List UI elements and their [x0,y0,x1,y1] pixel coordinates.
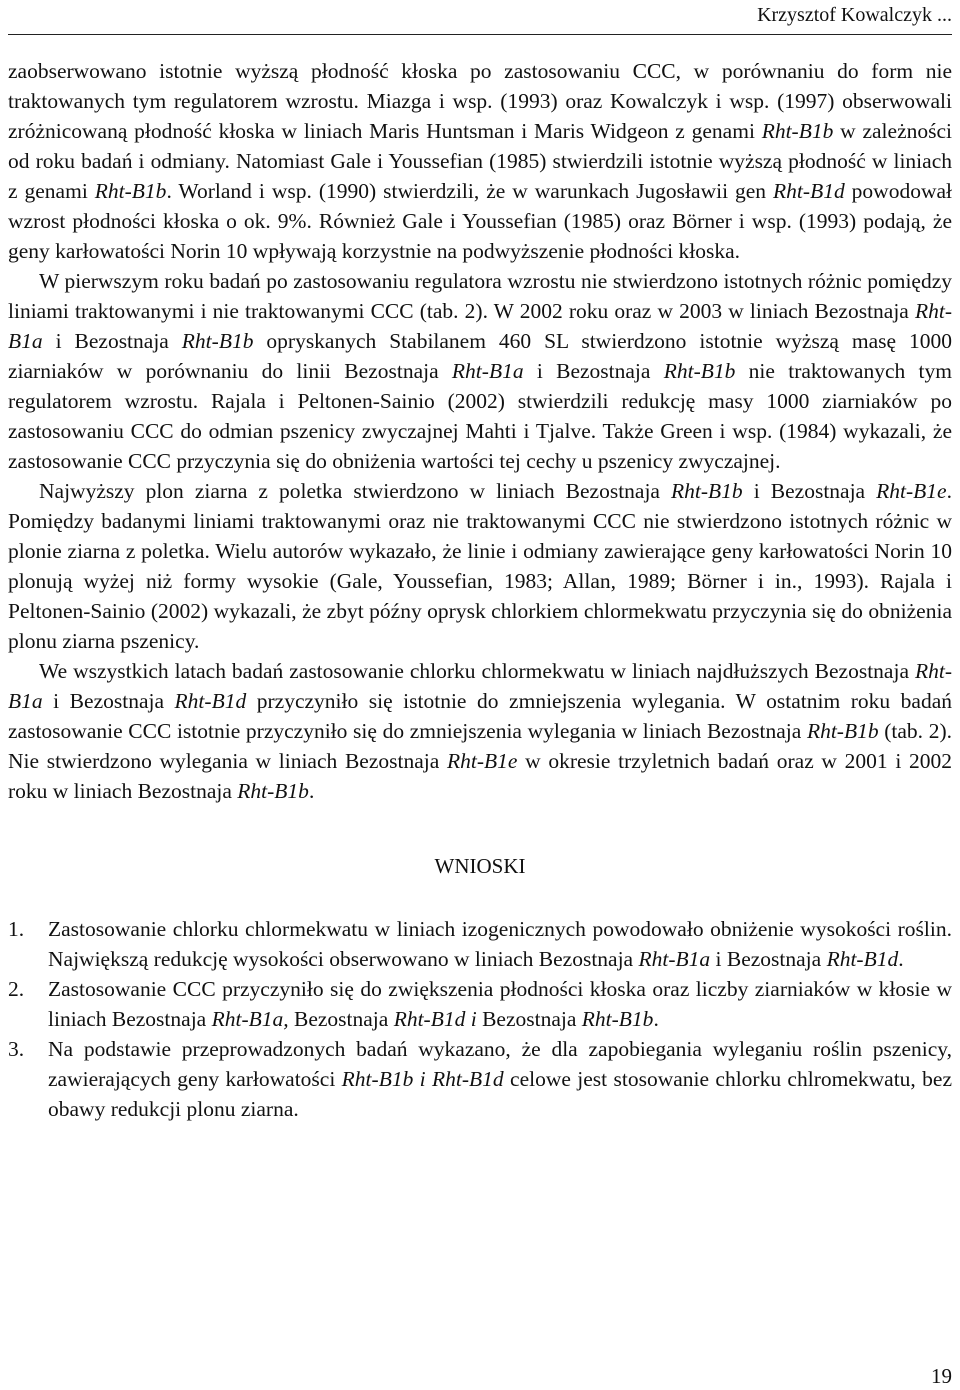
gene-name: Rht-B1b [663,359,736,383]
gene-name: Rht-B1a [638,947,711,971]
section-title: WNIOSKI [434,854,526,878]
gene-name: Rht-B1d [826,947,899,971]
gene-name: Rht-B1e [446,749,518,773]
list-item [8,974,952,1034]
page-number: 19 [931,1364,952,1388]
list-item-text: Zastosowanie CCC przyczyniło się do zwiększenia płodności kłoska oraz liczby ziarniaków w kłosie w liniach Bezostnaja Rht-B1a, Bezostnaja Rht-B1d i Bezostnaja Rht-B1b. [48,977,952,1031]
paragraph: W pierwszym roku badań po zastosowaniu regulatora wzrostu nie stwierdzono istotnych różnic pomiędzy liniami traktowanymi i nie traktowanymi CCC (tab. 2). W 2002 roku oraz w 2003 w liniach Bezostnaja Rht-B1a i Bezostnaja Rht-B1b opryskanych Stabilanem 460 SL stwierdzono istotnie wyższą masę 1000 ziarniaków w porównaniu do linii Bezostnaja Rht-B1a i Bezostnaja Rht-B1b nie traktowanych tym regulatorem wzrostu. Rajala i Peltonen-Sainio (2002) stwierdzili redukcję masy 1000 ziarniaków po zastosowaniu CCC do odmian pszenicy zwyczajnej Mahti i Tjalve. Także Green i wsp. (1984) wykazali, że zastosowanie CCC przyczynia się do obniżenia wartości tej cechy u pszenicy zwyczajnej. [8,269,952,473]
gene-name: Rht-B1b [237,779,309,803]
paragraph: We wszystkich latach badań zastosowanie chlorku chlormekwatu w liniach najdłuższych Bezostnaja Rht-B1a i Bezostnaja Rht-B1d przyczyniło się istotnie do zmniejszenia wylegania. W ostatnim roku badań zastosowanie CCC istotnie przyczyniło się do zmniejszenia wylegania w liniach Bezostnaja Rht-B1b (tab. 2). Nie stwierdzono wylegania w liniach Bezostnaja Rht-B1e w okresie trzyletnich badań oraz w 2001 i 2002 roku w liniach Bezostnaja Rht-B1b. [8,659,952,803]
list-item-number: 3. [8,1037,25,1061]
gene-name: Rht-B1b [671,479,743,503]
list-item-number: 1. [8,917,25,941]
gene-name: Rht-B1a [8,299,952,353]
body-text [8,56,952,1124]
list-item-number: 2. [8,977,25,1001]
running-head: Krzysztof Kowalczyk ... [757,4,952,26]
gene-name: Rht-B1b [181,329,254,353]
gene-name: Rht-B1a [451,359,524,383]
gene-name: Rht-B1b [761,119,834,143]
gene-name: Rht-B1d [174,689,247,713]
gene-name: Rht-B1b [581,1007,654,1031]
list-item [8,914,952,974]
gene-name: Rht-B1b [806,719,879,743]
gene-name: Rht-B1e [876,479,947,503]
list-item-text: Zastosowanie chlorku chlormekwatu w liniach izogenicznych powodowało obniżenie wysokości roślin. Największą redukcję wysokości obserwowano w liniach Bezostnaja Rht-B1a i Bezostnaja Rht-B1d. [48,917,952,971]
gene-name: Rht-B1b i Rht-B1d [341,1067,504,1091]
conclusions-list [8,914,952,1124]
gene-name: Rht-B1a, [211,1007,289,1031]
paragraph: zaobserwowano istotnie wyższą płodność kłoska po zastosowaniu CCC, w porównaniu do form nie traktowanych tym regulatorem wzrostu. Miazga i wsp. (1993) oraz Kowalczyk i wsp. (1997) obserwowali zróżnicowaną płodność kłoska w liniach Maris Huntsman i Maris Widgeon z genami Rht-B1b w zależności od roku badań i odmiany. Natomiast Gale i Youssefian (1985) stwierdzili istotnie wyższą płodność w liniach z genami Rht-B1b. Worland i wsp. (1990) stwierdzili, że w warunkach Jugosławii gen Rht-B1d powodował wzrost płodności kłoska o ok. 9%. Również Gale i Youssefian (1985) oraz Börner i wsp. (1993) podają, że geny karłowatości Norin 10 wpływają korzystnie na podwyższenie płodności kłoska. [8,59,952,263]
paragraph: Najwyższy plon ziarna z poletka stwierdzono w liniach Bezostnaja Rht-B1b i Bezostnaja Rht-B1e. Pomiędzy badanymi liniami traktowanymi oraz nie traktowanymi CCC nie stwierdzono istotnych różnic w plonie ziarna z poletka. Wielu autorów wykazało, że linie i odmiany zawierające geny karłowatości Norin 10 plonują wyżej niż formy wysokie (Gale, Youssefian, 1983; Allan, 1989; Börner i in., 1993). Rajala i Peltonen-Sainio (2002) wykazali, że zbyt późny oprysk chlorkiem chlormekwatu przyczynia się do obniżenia plonu ziarna pszenicy. [8,479,952,653]
list-item [8,1034,952,1124]
gene-name: Rht-B1d i [393,1007,477,1031]
gene-name: Rht-B1a [8,659,952,713]
header-rule [8,34,952,35]
gene-name: Rht-B1b [94,179,167,203]
gene-name: Rht-B1d [773,179,845,203]
list-item-text: Na podstawie przeprowadzonych badań wykazano, że dla zapobiegania wyleganiu roślin pszenicy, zawierających geny karłowatości Rht-B1b i Rht-B1d celowe jest stosowanie chlorku chlromekwatu, bez obawy redukcji plonu ziarna. [48,1037,952,1121]
